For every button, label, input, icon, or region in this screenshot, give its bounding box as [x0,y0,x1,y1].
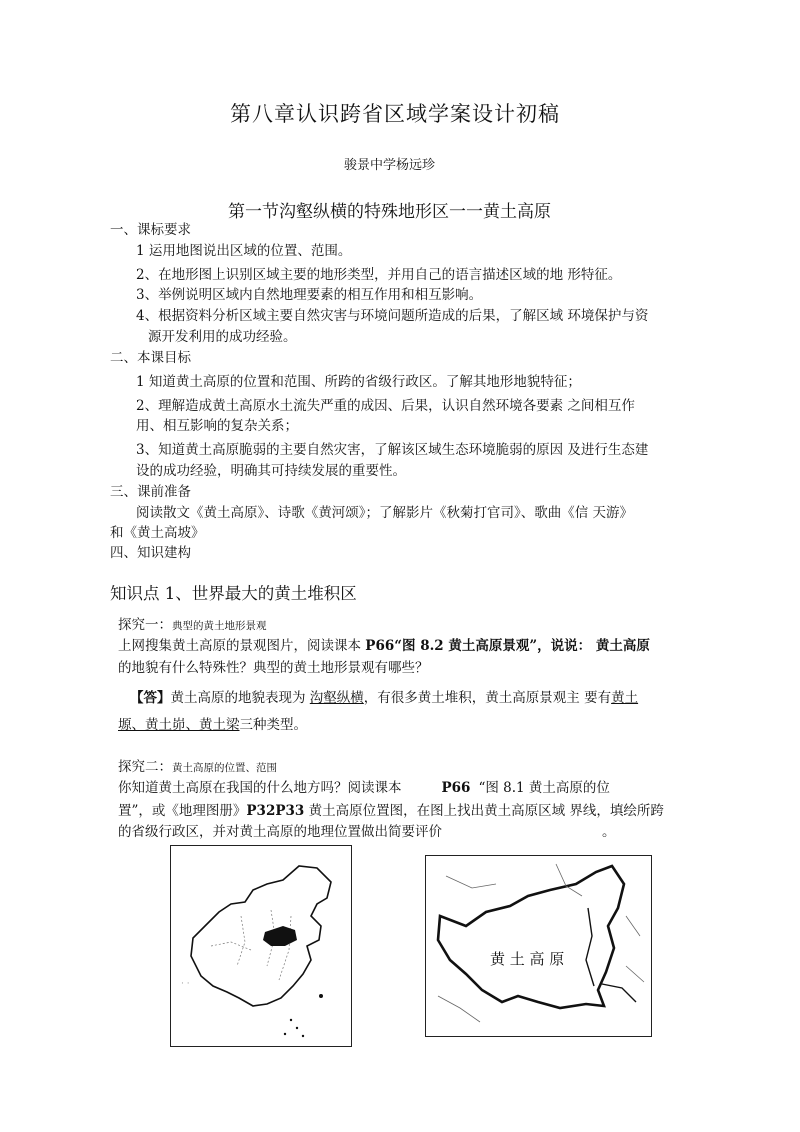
heading-goals: 二、本课目标 [110,350,191,366]
explore-2-q2-part-c: 黄土高原位置图，在图上找出黄土高原区域 界线，填绘所跨 [308,803,664,819]
explore-1-question-line-2: 的地貌有什么特殊性？典型的黄土地形景观有哪些？ [118,660,429,676]
explore-2-atlas-pages: P32P33 [246,803,305,819]
answer-text-a: 黄土高原的地貌表现为 [170,690,306,706]
goal-item-3-cont: 设的成功经验，明确其可持续发展的重要性。 [136,463,406,479]
explore-2-q-part-c: “图 8.1 黄土高原的位 [478,780,610,796]
heading-knowledge: 四、知识建构 [110,545,191,561]
explore-1-answer-line-1 [130,688,638,708]
goal-item-2: 2、理解造成黄土高原水土流失严重的成因、后果，认识自然环境各要素 之间相互作 [136,398,635,414]
china-map-figure [170,845,352,1047]
china-outline-map [171,846,351,1046]
section-title: 第一节沟壑纵横的特殊地形区一一黄土高原 [228,202,551,222]
prep-line-1: 阅读散文《黄土高原》、诗歌《黄河颂》；了解影片《秋菊打官司》、歌曲《信 天游》 [136,505,634,521]
answer-tag: 【答】 [130,690,171,706]
explore-1-q-part-b: P66“图 8.2 黄土高原景观”，说说： 黄土高原 [365,638,650,654]
svg-text:· ·: · · [181,979,190,989]
answer-text-c: ，有很多黄土堆积，黄土高原景观主 要有 [363,690,612,706]
prep-line-2: 和《黄土高坡》 [110,525,205,541]
explore-2-q2-part-a: 置”，或《地理图册》 [118,803,247,819]
heading-curriculum: 一、课标要求 [110,222,191,238]
knowledge-point-1-title: 知识点 1、世界最大的黄土堆积区 [110,584,357,603]
answer-underlined-landforms: 塬、黄土峁、黄土梁 [118,717,240,733]
goal-item-1: 1 知道黄土高原的位置和范围、所跨的省级行政区。了解其地形地貌特征； [136,374,581,390]
explore-1-label: 探究一： [118,617,172,633]
explore-2-q3-text: 的省级行政区，并对黄土高原的地理位置做出简要评价 [118,824,442,840]
explore-2-question-line-1 [118,778,610,798]
loess-plateau-map-label: 黄 土 高 原 [490,950,565,968]
page-title: 第八章认识跨省区域学案设计初稿 [230,102,560,126]
loess-plateau-highlight [263,926,297,946]
explore-2-sublabel: 黄土高原的位置、范围 [172,762,277,774]
author-line: 骏景中学杨远珍 [344,158,436,173]
curriculum-item-4-cont: 源开发利用的成功经验。 [148,329,297,345]
loess-plateau-map-figure [425,855,652,1037]
explore-1-q-part-a: 上网搜集黄土高原的景观图片，阅读课本 [118,638,361,654]
loess-plateau-detail-map [426,856,651,1036]
curriculum-item-3: 3、举例说明区域内自然地理要素的相互作用和相互影响。 [136,287,483,303]
explore-2-q-part-a: 你知道黄土高原在我国的什么地方吗？阅读课本 [118,780,402,796]
heading-prep: 三、课前准备 [110,484,191,500]
curriculum-item-1: 1 运用地图说出区域的位置、范围。 [136,243,352,259]
explore-2-question-line-2 [118,801,664,821]
answer-underlined-gully: 沟壑纵横 [309,690,364,706]
curriculum-item-4: 4、根据资料分析区域主要自然灾害与环境问题所造成的后果，了解区域 环境保护与资 [136,308,649,324]
explore-2-page-ref: P66 [441,780,471,796]
goal-item-2-cont: 用、相互影响的复杂关系； [136,418,298,434]
explore-1-label-row [118,614,267,635]
explore-1-sublabel: 典型的黄土地形景观 [172,620,267,632]
answer-underlined-loess: 黄土 [611,690,639,706]
explore-2-q3-end: 。 [602,824,616,840]
explore-2-label: 探究二： [118,759,172,775]
curriculum-item-2: 2、在地形图上识别区域主要的地形类型，并用自己的语言描述区域的地 形特征。 [136,267,622,283]
explore-2-question-line-3 [118,822,616,842]
explore-1-answer-line-2 [118,715,307,735]
explore-1-question-line-1 [118,636,650,656]
explore-2-label-row [118,756,277,777]
answer-text-end: 三种类型。 [239,717,307,733]
goal-item-3: 3、知道黄土高原脆弱的主要自然灾害，了解该区域生态环境脆弱的原因 及进行生态建 [136,442,649,458]
